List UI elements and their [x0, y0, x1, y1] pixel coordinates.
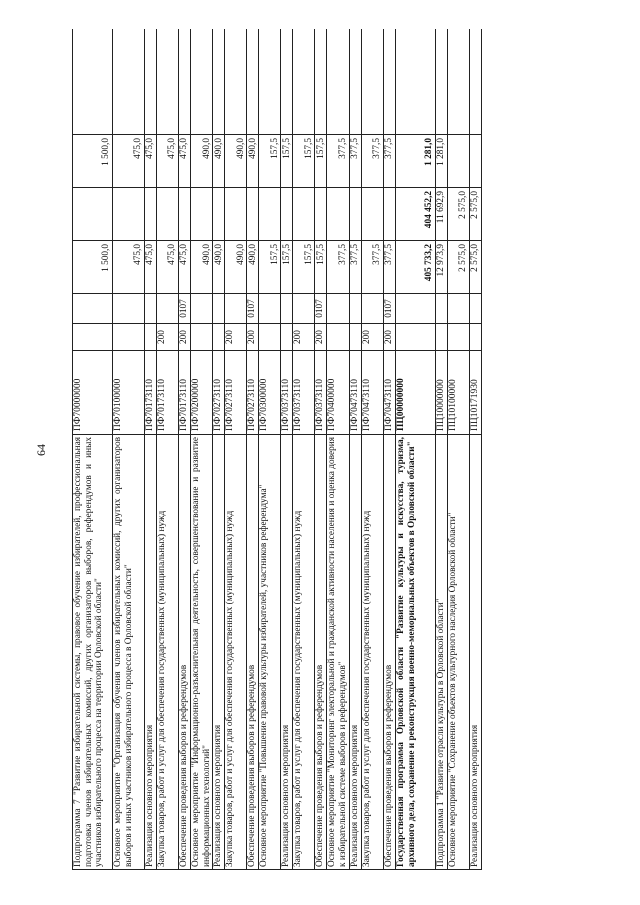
- row-name-cell-text: Реализация основного мероприятия: [213, 724, 224, 867]
- row-amount-3-cell-text: 377,5: [384, 138, 395, 159]
- table-row: [145, 29, 157, 869]
- row-section-cell: [327, 293, 348, 323]
- row-total-cell-text: 490,0: [213, 244, 224, 265]
- row-amount-2-cell: [436, 187, 447, 240]
- row-expense-type-cell-text: 200: [315, 330, 326, 344]
- row-code-cell: [247, 350, 258, 434]
- row-amount-3-cell: [448, 134, 469, 187]
- row-code-cell: [225, 350, 246, 434]
- row-total-cell: [448, 240, 469, 293]
- row-section-cell: [225, 293, 246, 323]
- row-amount-2-cell: [191, 187, 212, 240]
- row-name-cell: [157, 434, 178, 869]
- row-expense-type-cell: [350, 323, 361, 350]
- row-total-cell: [470, 240, 481, 293]
- row-expense-type-cell: [470, 323, 481, 350]
- row-amount-3-cell: [145, 134, 156, 187]
- row-code-cell: [145, 350, 156, 434]
- row-name-cell-text: Подпрограмма 7 "Развитие избирательной системы, правовое обучение избирателей, профессиональная подготовка членов избирательных комиссий, других организаторов выборов, референдумов и иных участников избирательного процесса на территории Орловской области": [73, 437, 105, 867]
- row-name-cell: [259, 434, 280, 869]
- row-total-cell: [157, 240, 178, 293]
- row-amount-2-cell: [157, 187, 178, 240]
- row-section-cell: [259, 293, 280, 323]
- table-row: [259, 29, 281, 869]
- row-amount-3-cell: [293, 134, 314, 187]
- row-total-cell-text: 157,5: [281, 244, 292, 265]
- row-code-cell: [113, 350, 144, 434]
- row-amount-2-cell: [247, 187, 258, 240]
- table-row: [73, 29, 113, 869]
- row-total-cell-text: 157,5: [315, 244, 326, 265]
- row-expense-type-cell: [384, 323, 395, 350]
- row-expense-type-cell: [327, 323, 348, 350]
- row-name-cell: [293, 434, 314, 869]
- row-expense-type-cell: [213, 323, 224, 350]
- row-amount-3-cell-text: 490,0: [201, 138, 212, 159]
- row-amount-2-cell: [225, 187, 246, 240]
- row-code-cell-text: ПФ70473110: [383, 378, 394, 431]
- row-amount-3-cell: [213, 134, 224, 187]
- row-code-cell: [396, 350, 435, 434]
- row-total-cell-text: 157,5: [269, 244, 280, 265]
- row-expense-type-cell-text: 200: [361, 330, 372, 344]
- table-row: [293, 29, 315, 869]
- row-total-cell-text: 475,0: [133, 244, 144, 265]
- row-amount-3-cell-text: 157,5: [269, 138, 280, 159]
- row-name-cell: [327, 434, 348, 869]
- row-total-cell-text: 490,0: [201, 244, 212, 265]
- table-row: [247, 29, 259, 869]
- row-code-cell-text: ПФ70273110: [247, 378, 258, 431]
- row-code-cell: [384, 350, 395, 434]
- row-amount-3-cell: [396, 134, 435, 187]
- row-code-cell-text: ПФ70173110: [179, 378, 189, 431]
- row-name-cell-text: Обеспечение проведения выборов и референдумов: [383, 664, 394, 867]
- row-code-cell-text: ПФ70273110: [213, 378, 224, 431]
- row-expense-type-cell: [448, 323, 469, 350]
- table-row: [448, 29, 470, 869]
- row-code-cell: [213, 350, 224, 434]
- row-amount-3-cell: [259, 134, 280, 187]
- row-amount-3-cell-text: 157,5: [303, 138, 314, 159]
- row-amount-2-cell-text: 11 692,9: [436, 191, 447, 224]
- row-section-cell: [213, 293, 224, 323]
- table-row: [315, 29, 327, 869]
- row-expense-type-cell-text: 200: [383, 330, 394, 344]
- row-amount-3-cell: [350, 134, 361, 187]
- row-total-cell-text: 490,0: [235, 244, 246, 265]
- row-name-cell-text: Обеспечение проведения выборов и референдумов: [179, 664, 189, 867]
- row-amount-2-cell: [362, 187, 383, 240]
- row-section-cell-text: 0107: [179, 299, 189, 318]
- row-expense-type-cell: [145, 323, 156, 350]
- row-total-cell: [225, 240, 246, 293]
- row-code-cell: [470, 350, 481, 434]
- row-section-cell: [145, 293, 156, 323]
- row-section-cell: [179, 293, 190, 323]
- row-name-cell-text: Закупка товаров, работ и услуг для обеспечения государственных (муниципальных) нужд: [361, 510, 372, 867]
- row-name-cell-text: Основное мероприятие "Повышение правовой культуры избирателей, участников референдума": [259, 484, 270, 867]
- row-expense-type-cell: [436, 323, 447, 350]
- row-section-cell: [396, 293, 435, 323]
- row-amount-3-cell: [179, 134, 190, 187]
- table-row: [191, 29, 213, 869]
- row-expense-type-cell-text: 200: [225, 330, 236, 344]
- row-section-cell: [384, 293, 395, 323]
- row-code-cell-text: ПФ70200000: [191, 378, 201, 431]
- row-section-cell: [436, 293, 447, 323]
- row-name-cell: [73, 434, 112, 869]
- row-expense-type-cell: [259, 323, 280, 350]
- row-name-cell: [448, 434, 469, 869]
- row-amount-3-cell: [157, 134, 178, 187]
- table-row: [384, 29, 396, 869]
- row-expense-type-cell-text: 200: [293, 330, 304, 344]
- table-row: [157, 29, 179, 869]
- row-code-cell-text: ПФ70173110: [145, 378, 155, 431]
- row-total-cell: [247, 240, 258, 293]
- row-code-cell-text: ПФ70373110: [281, 378, 292, 431]
- row-name-cell: [315, 434, 326, 869]
- table-row: [213, 29, 225, 869]
- row-code-cell-text: ПФ70300000: [259, 378, 270, 431]
- row-name-cell: [225, 434, 246, 869]
- row-total-cell: [145, 240, 156, 293]
- row-section-cell: [350, 293, 361, 323]
- row-amount-2-cell: [327, 187, 348, 240]
- row-section-cell: [113, 293, 144, 323]
- row-name-cell: [145, 434, 156, 869]
- row-amount-2-cell: [145, 187, 156, 240]
- row-name-cell-text: Подпрограмма 1 "Развитие отрасли культуры в Орловской области": [435, 598, 446, 867]
- row-amount-3-cell-text: 475,0: [133, 138, 144, 159]
- row-expense-type-cell: [113, 323, 144, 350]
- row-total-cell-text: 12 973,9: [436, 244, 447, 277]
- row-amount-3-cell: [315, 134, 326, 187]
- row-amount-2-cell: [281, 187, 292, 240]
- row-name-cell-text: Обеспечение проведения выборов и референдумов: [315, 664, 326, 867]
- row-total-cell-text: 475,0: [167, 244, 178, 265]
- row-amount-3-cell-text: 475,0: [167, 138, 178, 159]
- table-row: [281, 29, 293, 869]
- row-amount-3-cell-text: 490,0: [247, 138, 258, 159]
- row-section-cell: [157, 293, 178, 323]
- row-amount-3-cell: [113, 134, 144, 187]
- row-code-cell: [315, 350, 326, 434]
- row-name-cell: [213, 434, 224, 869]
- row-code-cell-text: ПФ70373110: [293, 378, 304, 431]
- row-amount-3-cell: [191, 134, 212, 187]
- row-code-cell: [259, 350, 280, 434]
- row-name-cell-text: Основное мероприятие "Информационно-разъяснительная деятельность, совершенствование и развитие информационных технологий": [191, 437, 212, 867]
- row-amount-3-cell-text: 157,5: [315, 138, 326, 159]
- row-name-cell-text: Основное мероприятие "Организация обучения членов избирательных комиссий, других организаторов выборов и иных участников избирательного процесса в Орловской области": [113, 437, 134, 867]
- row-expense-type-cell: [73, 323, 112, 350]
- row-section-cell: [293, 293, 314, 323]
- table-row: [113, 29, 145, 869]
- row-name-cell-text: Основное мероприятие "Мониторинг электоральной и гражданской активности населения и оценка доверия к избирательной системе выборов и референдумов": [327, 437, 349, 867]
- row-name-cell-text: Основное мероприятие "Сохранение объектов культурного наследия Орловской области": [447, 512, 458, 867]
- row-total-cell-text: 1 500,0: [101, 244, 112, 272]
- row-amount-3-cell-text: 377,5: [350, 138, 361, 159]
- row-code-cell-text: ПФ70173110: [157, 378, 167, 431]
- row-name-cell: [281, 434, 292, 869]
- rotated-page-content: [32, 30, 592, 870]
- row-expense-type-cell: [157, 323, 178, 350]
- row-code-cell: [293, 350, 314, 434]
- row-amount-2-cell: [179, 187, 190, 240]
- row-section-cell: [448, 293, 469, 323]
- row-total-cell-text: 377,5: [384, 244, 395, 265]
- table-row: [225, 29, 247, 869]
- row-name-cell: [113, 434, 144, 869]
- row-amount-2-cell: [470, 187, 481, 240]
- row-total-cell: [315, 240, 326, 293]
- row-amount-3-cell: [470, 134, 481, 187]
- row-name-cell: [350, 434, 361, 869]
- row-code-cell: [281, 350, 292, 434]
- row-total-cell-text: 475,0: [145, 244, 156, 265]
- row-code-cell: [362, 350, 383, 434]
- row-total-cell: [293, 240, 314, 293]
- row-expense-type-cell-text: 200: [157, 330, 167, 344]
- row-name-cell: [436, 434, 447, 869]
- row-amount-3-cell: [362, 134, 383, 187]
- row-code-cell-text: ПФ70273110: [225, 378, 236, 431]
- row-name-cell-text: Закупка товаров, работ и услуг для обеспечения государственных (муниципальных) нужд: [157, 510, 167, 867]
- row-expense-type-cell: [247, 323, 258, 350]
- row-total-cell-text: 377,5: [372, 244, 383, 265]
- row-code-cell: [157, 350, 178, 434]
- row-code-cell: [350, 350, 361, 434]
- row-name-cell: [362, 434, 383, 869]
- row-amount-2-cell: [259, 187, 280, 240]
- row-amount-2-cell: [396, 187, 435, 240]
- table-row: [470, 29, 482, 869]
- row-amount-3-cell: [436, 134, 447, 187]
- row-amount-2-cell: [73, 187, 112, 240]
- row-amount-3-cell-text: 1 281,0: [424, 138, 435, 166]
- row-amount-2-cell-text: 2 575,0: [470, 191, 481, 219]
- table-row: [436, 29, 448, 869]
- row-name-cell-text: Закупка товаров, работ и услуг для обеспечения государственных (муниципальных) нужд: [225, 510, 236, 867]
- row-amount-3-cell-text: 490,0: [235, 138, 246, 159]
- row-amount-2-cell: [293, 187, 314, 240]
- page-number: 64: [34, 444, 48, 456]
- row-code-cell: [436, 350, 447, 434]
- row-name-cell-text: Государственная программа Орловской области "Развитие культуры и искусства, туризма, архивного дела, сохранение и реконструкция военно-мемориальных объектов в Орловской области": [395, 437, 417, 867]
- row-section-cell: [247, 293, 258, 323]
- row-amount-2-cell: [315, 187, 326, 240]
- row-expense-type-cell: [225, 323, 246, 350]
- row-amount-2-cell: [113, 187, 144, 240]
- row-code-cell-text: ПФ70400000: [327, 378, 338, 431]
- row-total-cell-text: 377,5: [350, 244, 361, 265]
- table-row: [327, 29, 349, 869]
- row-expense-type-cell: [362, 323, 383, 350]
- row-expense-type-cell: [293, 323, 314, 350]
- row-amount-3-cell-text: 157,5: [281, 138, 292, 159]
- row-expense-type-cell: [396, 323, 435, 350]
- row-code-cell: [73, 350, 112, 434]
- row-amount-3-cell: [384, 134, 395, 187]
- row-amount-3-cell: [281, 134, 292, 187]
- row-total-cell: [384, 240, 395, 293]
- row-amount-3-cell: [247, 134, 258, 187]
- row-amount-3-cell: [225, 134, 246, 187]
- row-name-cell-text: Реализация основного мероприятия: [145, 724, 155, 867]
- row-section-cell-text: 0107: [383, 299, 394, 318]
- row-name-cell-text: Закупка товаров, работ и услуг для обеспечения государственных (муниципальных) нужд: [293, 510, 304, 867]
- row-total-cell: [259, 240, 280, 293]
- row-total-cell: [213, 240, 224, 293]
- row-section-cell-text: 0107: [247, 299, 258, 318]
- table-row: [396, 29, 436, 869]
- row-name-cell: [247, 434, 258, 869]
- row-name-cell: [179, 434, 190, 869]
- row-code-cell-text: ПФ70473110: [349, 378, 360, 431]
- row-total-cell-text: 2 575,0: [458, 244, 469, 272]
- row-name-cell: [470, 434, 481, 869]
- row-expense-type-cell: [281, 323, 292, 350]
- row-amount-3-cell: [327, 134, 348, 187]
- row-code-cell: [179, 350, 190, 434]
- row-code-cell-text: ПЦ00000000: [395, 378, 406, 431]
- row-section-cell-text: 0107: [315, 299, 326, 318]
- row-total-cell-text: 2 575,0: [470, 244, 481, 272]
- row-code-cell-text: ПФ70000000: [73, 378, 83, 431]
- row-code-cell-text: ПФ70473110: [361, 378, 372, 431]
- row-expense-type-cell-text: 200: [179, 330, 189, 344]
- row-name-cell: [191, 434, 212, 869]
- row-amount-2-cell-text: 404 452,2: [424, 191, 435, 229]
- row-expense-type-cell: [179, 323, 190, 350]
- row-total-cell: [73, 240, 112, 293]
- row-section-cell: [315, 293, 326, 323]
- row-amount-3-cell: [73, 134, 112, 187]
- row-amount-3-cell-text: 377,5: [372, 138, 383, 159]
- row-amount-2-cell: [213, 187, 224, 240]
- row-amount-3-cell-text: 490,0: [213, 138, 224, 159]
- row-amount-3-cell-text: 1 500,0: [101, 138, 112, 166]
- row-total-cell-text: 377,5: [338, 244, 349, 265]
- row-code-cell: [448, 350, 469, 434]
- row-total-cell: [362, 240, 383, 293]
- row-total-cell: [281, 240, 292, 293]
- row-expense-type-cell-text: 200: [247, 330, 258, 344]
- row-section-cell: [73, 293, 112, 323]
- row-code-cell-text: ПФ70373110: [315, 378, 326, 431]
- row-amount-3-cell-text: 475,0: [179, 138, 190, 159]
- row-code-cell-text: ПЦ10000000: [435, 379, 446, 431]
- row-section-cell: [281, 293, 292, 323]
- row-name-cell-text: Реализация основного мероприятия: [281, 724, 292, 867]
- row-total-cell: [113, 240, 144, 293]
- row-name-cell-text: Обеспечение проведения выборов и референдумов: [247, 664, 258, 867]
- row-total-cell: [396, 240, 435, 293]
- row-amount-3-cell-text: 475,0: [145, 138, 156, 159]
- row-total-cell: [179, 240, 190, 293]
- row-amount-3-cell-text: 377,5: [338, 138, 349, 159]
- row-code-cell: [191, 350, 212, 434]
- table-row: [179, 29, 191, 869]
- row-total-cell-text: 490,0: [247, 244, 258, 265]
- row-total-cell: [327, 240, 348, 293]
- row-amount-2-cell: [350, 187, 361, 240]
- row-code-cell-text: ПФ70100000: [113, 378, 123, 431]
- row-total-cell-text: 475,0: [179, 244, 190, 265]
- row-code-cell-text: ПЦ10171930: [469, 379, 480, 431]
- row-total-cell: [191, 240, 212, 293]
- row-expense-type-cell: [191, 323, 212, 350]
- row-code-cell: [327, 350, 348, 434]
- row-amount-2-cell: [448, 187, 469, 240]
- row-total-cell-text: 405 733,2: [424, 244, 435, 282]
- row-section-cell: [362, 293, 383, 323]
- row-total-cell-text: 157,5: [303, 244, 314, 265]
- row-name-cell: [396, 434, 435, 869]
- row-total-cell: [436, 240, 447, 293]
- row-section-cell: [470, 293, 481, 323]
- row-code-cell-text: ПЦ10100000: [447, 379, 458, 431]
- row-expense-type-cell: [315, 323, 326, 350]
- table-row: [362, 29, 384, 869]
- budget-table: [72, 29, 482, 870]
- row-amount-2-cell: [384, 187, 395, 240]
- row-section-cell: [191, 293, 212, 323]
- row-amount-2-cell-text: 2 575,0: [458, 191, 469, 219]
- table-row: [350, 29, 362, 869]
- row-amount-3-cell-text: 1 281,0: [436, 138, 447, 166]
- row-total-cell: [350, 240, 361, 293]
- row-name-cell-text: Реализация основного мероприятия: [349, 724, 360, 867]
- row-name-cell: [384, 434, 395, 869]
- row-name-cell-text: Реализация основного мероприятия: [469, 724, 480, 867]
